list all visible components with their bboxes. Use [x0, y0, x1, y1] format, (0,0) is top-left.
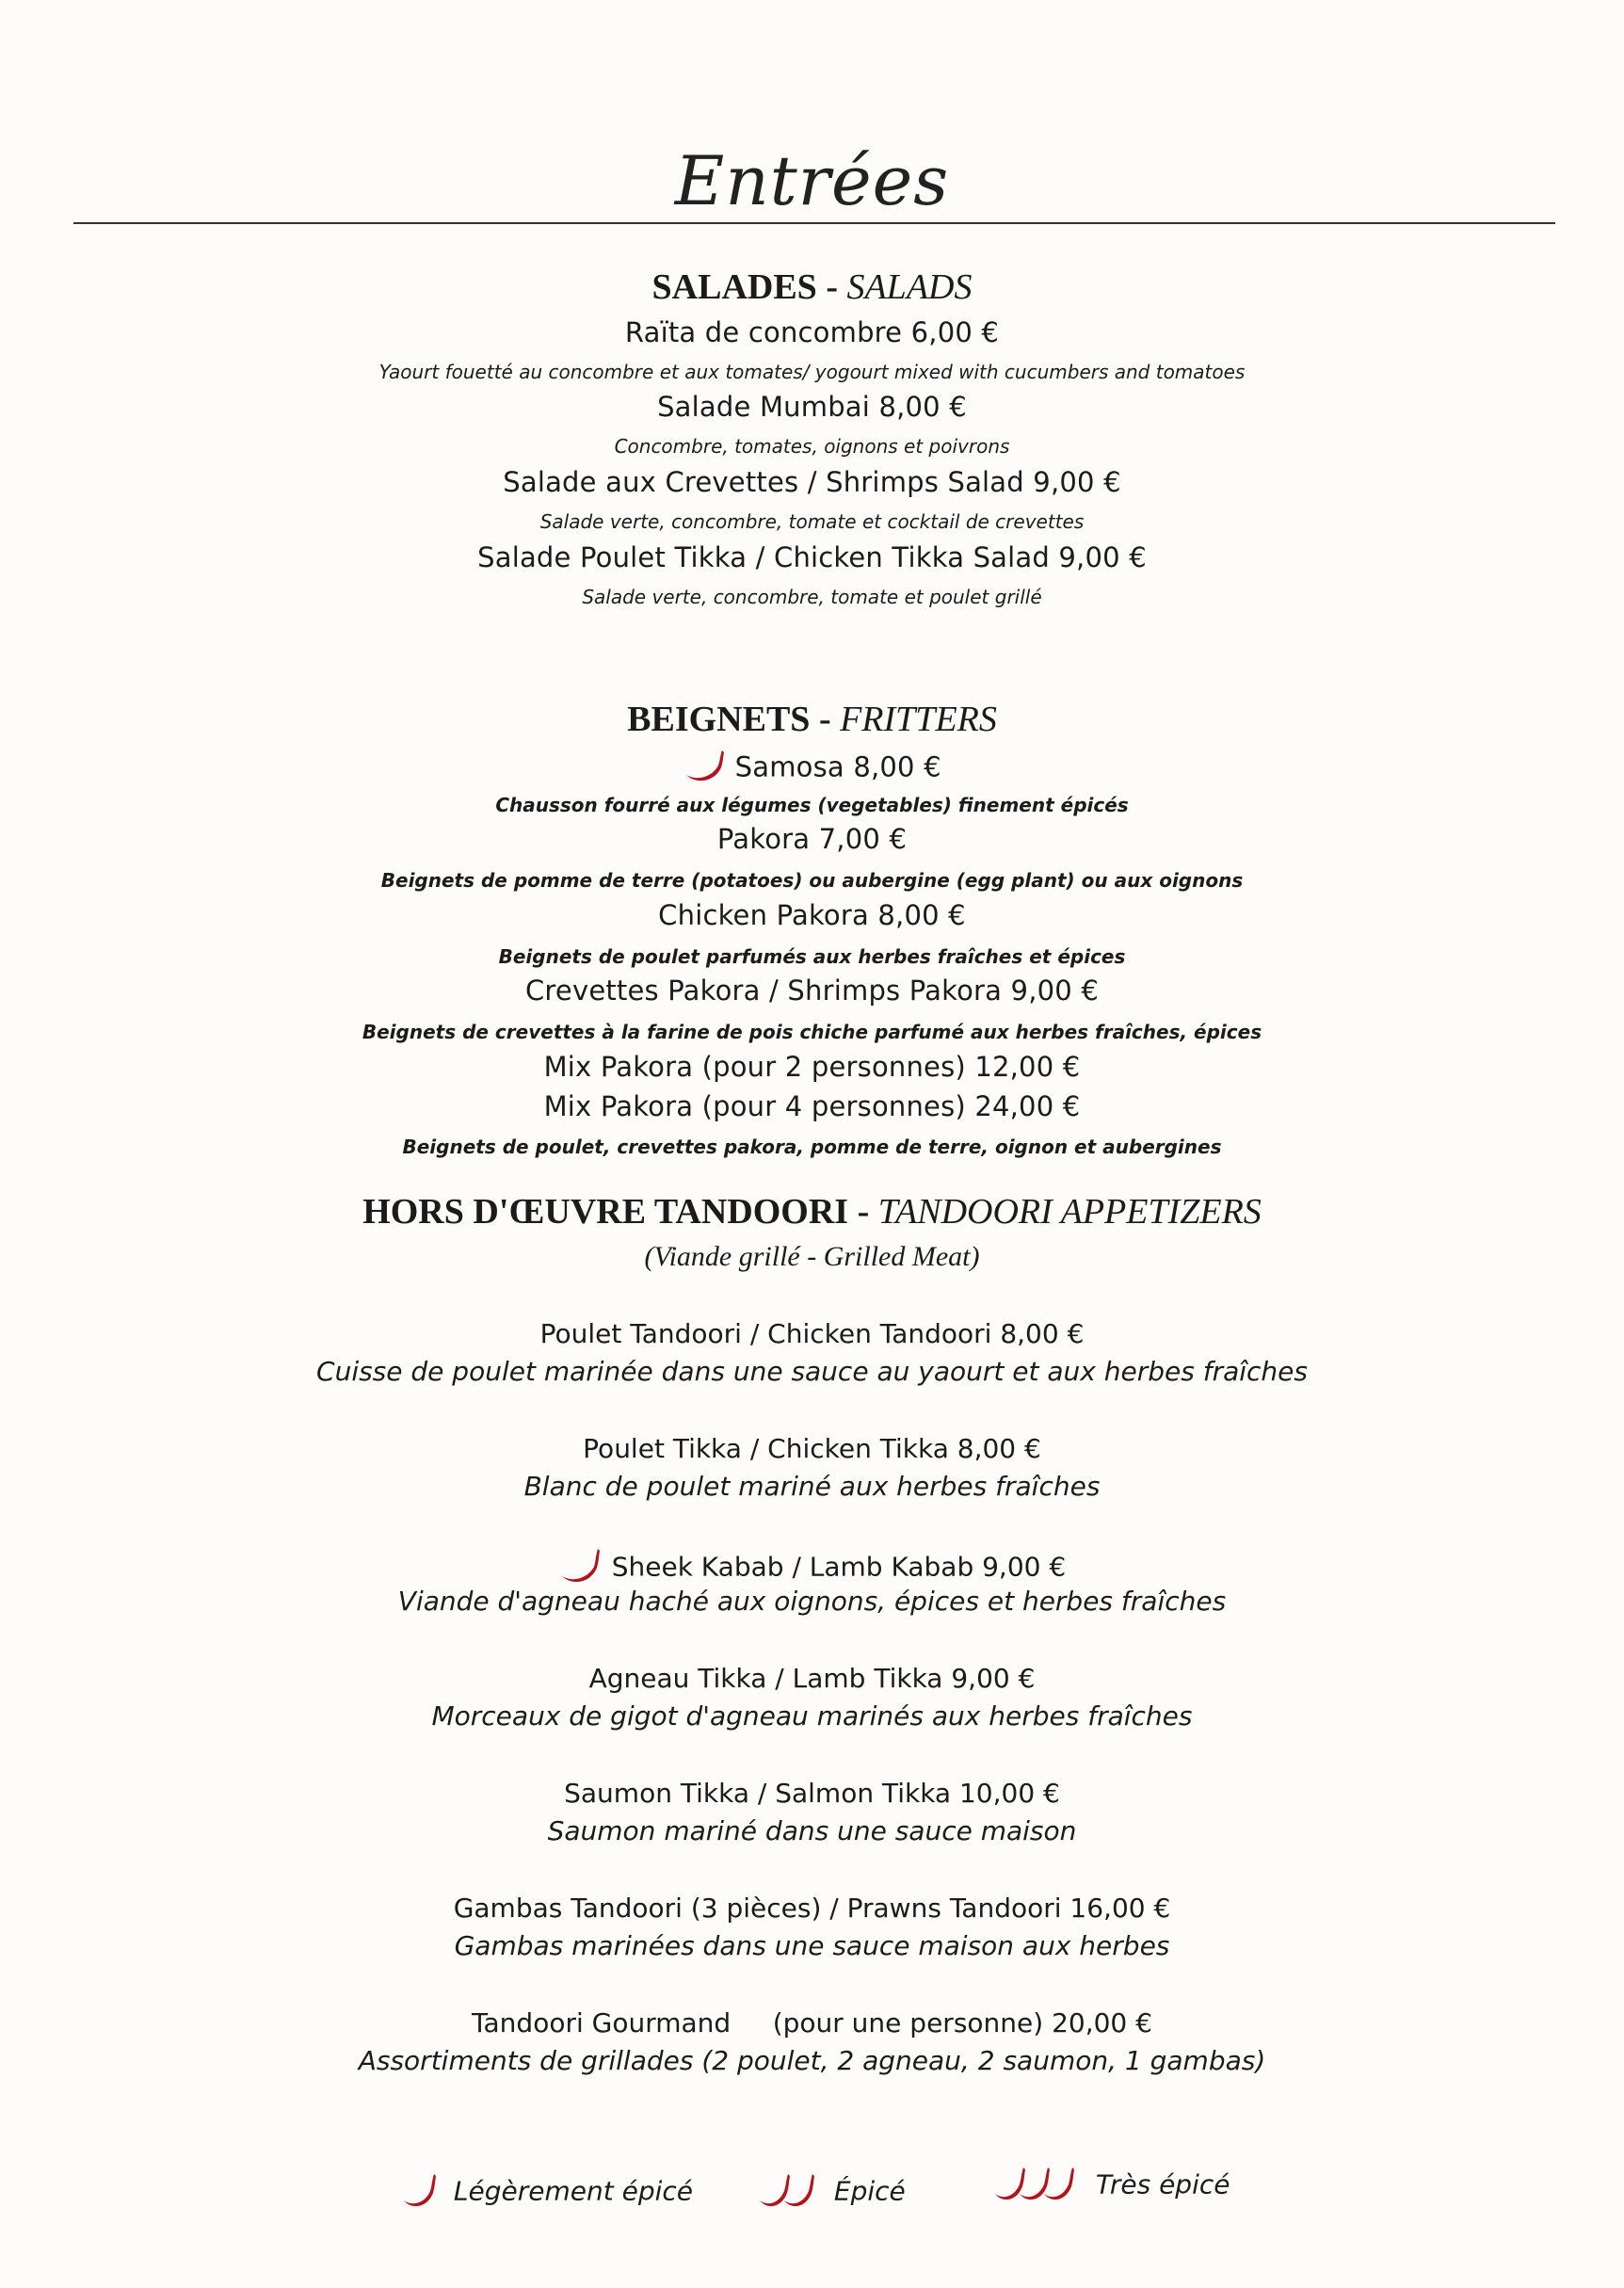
- section-heading-salades: [0, 266, 1624, 308]
- menu-item-name: Poulet Tandoori / Chicken Tandoori 8,00 €: [539, 1318, 1085, 1349]
- menu-item-name: Samosa 8,00 €: [734, 750, 941, 783]
- menu-item-name: Sheek Kabab / Lamb Kabab 9,00 €: [611, 1551, 1067, 1583]
- menu-item-name: Chicken Pakora 8,00 €: [658, 899, 966, 931]
- legend-label: Très épicé: [1095, 2168, 1230, 2200]
- menu-item-name: Pakora 7,00 €: [716, 823, 908, 855]
- menu-item-name: Salade aux Crevettes / Shrimps Salad 9,00 €: [503, 466, 1121, 498]
- menu-item-desc: Concombre, tomates, oignons et poivrons: [614, 435, 1010, 458]
- menu-item-desc: Salade verte, concombre, tomate et poulet grillé: [582, 586, 1042, 608]
- section-heading-beignets: [0, 699, 1624, 740]
- menu-item-desc: Blanc de poulet mariné aux herbes fraîches: [523, 1471, 1101, 1502]
- heading-sep: -: [816, 267, 847, 307]
- heading-fr: SALADES: [651, 267, 817, 307]
- menu-item-desc: Viande d'agneau haché aux oignons, épices et herbes fraîches: [397, 1586, 1227, 1617]
- menu-item-name: Poulet Tikka / Chicken Tikka 8,00 €: [583, 1433, 1041, 1464]
- chili-icon: [758, 2170, 818, 2215]
- menu-item-name: Raïta de concombre 6,00 €: [624, 316, 1000, 348]
- legend-very-spicy: [993, 2164, 1230, 2208]
- menu-item-name: Tandoori Gourmand (pour une personne) 20,00 €: [472, 2007, 1152, 2038]
- menu-item-name: Mix Pakora (pour 4 personnes) 24,00 €: [543, 1090, 1081, 1122]
- menu-item-desc: Gambas marinées dans une sauce maison aux herbes: [454, 1930, 1170, 1961]
- menu-item-desc: Assortiments de grillades (2 poulet, 2 agneau, 2 saumon, 1 gambas): [358, 2045, 1266, 2076]
- chili-icon: [993, 2164, 1080, 2208]
- legend-label: Légèrement épicé: [453, 2175, 693, 2207]
- menu-item-desc: Salade verte, concombre, tomate et cocktail de crevettes: [539, 510, 1085, 533]
- menu-item-desc: Beignets de poulet parfumés aux herbes fraîches et épices: [498, 945, 1126, 968]
- heading-en: FRITTERS: [840, 700, 997, 739]
- chili-icon: [683, 747, 726, 791]
- title-divider: [73, 222, 1555, 224]
- menu-item-samosa: [0, 747, 1624, 791]
- heading-fr: HORS D'ŒUVRE TANDOORI: [362, 1192, 849, 1232]
- menu-item-desc: Saumon mariné dans une sauce maison: [547, 1815, 1077, 1846]
- heading-sep: -: [848, 1192, 878, 1232]
- menu-item-name: Agneau Tikka / Lamb Tikka 9,00 €: [588, 1663, 1036, 1694]
- heading-sep: -: [810, 700, 841, 739]
- menu-item-desc: Morceaux de gigot d'agneau marinés aux herbes fraîches: [431, 1700, 1193, 1732]
- menu-item-name: Salade Poulet Tikka / Chicken Tikka Salad 9,00 €: [477, 541, 1147, 573]
- menu-item-name: Crevettes Pakora / Shrimps Pakora 9,00 €: [524, 975, 1099, 1007]
- menu-item-name: Gambas Tandoori (3 pièces) / Prawns Tandoori 16,00 €: [453, 1893, 1171, 1924]
- menu-item-name: Saumon Tikka / Salmon Tikka 10,00 €: [564, 1778, 1060, 1809]
- legend-spicy: [758, 2170, 906, 2215]
- chili-icon: [400, 2170, 438, 2215]
- legend-label: Épicé: [833, 2175, 906, 2207]
- menu-item-desc: Chausson fourré aux légumes (vegetables) finement épicés: [495, 794, 1129, 816]
- heading-en: SALADS: [846, 267, 973, 307]
- page-title: Entrées: [674, 141, 950, 220]
- menu-item-name: Mix Pakora (pour 2 personnes) 12,00 €: [543, 1051, 1081, 1083]
- section-subheading: (Viande grillé - Grilled Meat): [644, 1241, 980, 1272]
- menu-item-desc: Beignets de crevettes à la farine de pois chiche parfumé aux herbes fraîches, épices: [362, 1021, 1262, 1043]
- menu-item-desc: Cuisse de poulet marinée dans une sauce au yaourt et aux herbes fraîches: [316, 1356, 1308, 1387]
- heading-fr: BEIGNETS: [627, 700, 811, 739]
- legend-mild: [400, 2170, 693, 2215]
- menu-item-name: Salade Mumbai 8,00 €: [657, 391, 967, 423]
- heading-en: TANDOORI APPETIZERS: [877, 1192, 1262, 1232]
- menu-item-desc: Beignets de poulet, crevettes pakora, pomme de terre, oignon et aubergines: [402, 1136, 1222, 1158]
- menu-item-desc: Beignets de pomme de terre (potatoes) ou aubergine (egg plant) ou aux oignons: [380, 869, 1244, 892]
- section-heading-tandoori: [0, 1191, 1624, 1233]
- menu-item-desc: Yaourt fouetté au concombre et aux tomates/ yogourt mixed with cucumbers and tomatoes: [378, 361, 1246, 383]
